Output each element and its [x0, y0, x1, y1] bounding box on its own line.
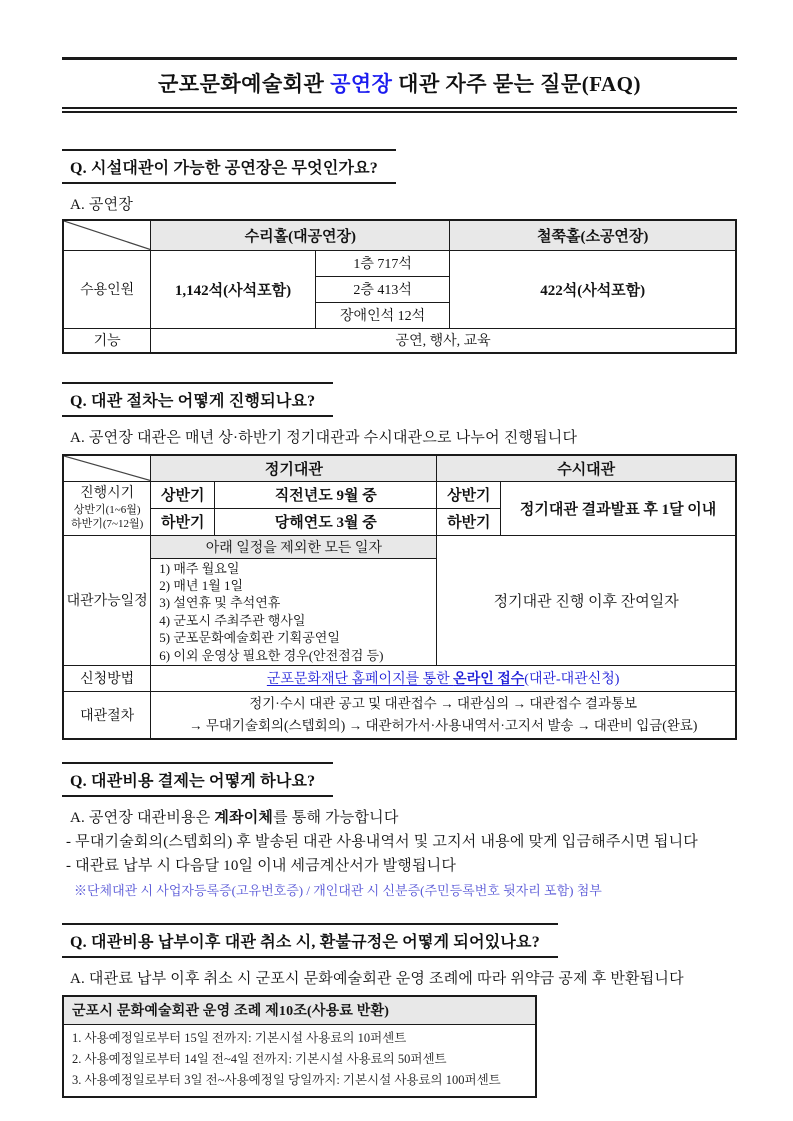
- refund-ordinance-box: [62, 995, 537, 1098]
- section-q4: [62, 923, 737, 1098]
- capacity-row-label: 수용인원: [63, 250, 151, 328]
- apply-method-value: [151, 665, 736, 691]
- excluded-dates-list: [151, 558, 437, 665]
- q2-question-heading: Q. 대관 절차는 어떻게 진행되나요?: [62, 382, 333, 417]
- refund-rules-list: [64, 1025, 535, 1096]
- schedule-label-main: 진행시기: [80, 486, 135, 501]
- function-row-label: 기능: [63, 328, 151, 353]
- homepage-online-link[interactable]: 군포문화재단 홈페이지를 통한 온라인 접수: [266, 672, 525, 688]
- title-prefix: 군포문화예술회관: [158, 72, 331, 96]
- title-suffix: 대관 자주 묻는 질문(FAQ): [392, 72, 641, 96]
- occasional-schedule-value: 정기대관 결과발표 후 1달 이내: [501, 481, 736, 535]
- title-highlight: 공연장: [330, 72, 393, 96]
- table2-corner-cell: [63, 455, 151, 481]
- q3-answer-bold: 계좌이체: [214, 810, 274, 827]
- cheoljjuk-total-seats: 422석(사석포함): [450, 250, 736, 328]
- excluded-date-item: 1) 매주 월요일: [159, 560, 240, 576]
- suri-floor1-seats: 1층 717석: [315, 250, 450, 276]
- regular-first-half-label: 상반기: [151, 481, 215, 508]
- table1-header-suri-hall: 수리홀(대공연장): [151, 220, 450, 250]
- table1-corner-cell: [63, 220, 151, 250]
- excluded-date-item: 2) 매년 1월 1일: [159, 577, 244, 593]
- q4-answer: A. 대관료 납부 이후 취소 시 군포시 문화예술회관 운영 조례에 따라 위약금 공제 후 반환됩니다: [70, 971, 684, 988]
- page-title: [62, 57, 737, 113]
- q3-bullet-1: - 무대기술회의(스텝회의) 후 발송된 대관 사용내역서 및 고지서 내용에 맞게 입금해주시면 됩니다: [66, 834, 698, 851]
- regular-second-half-label: 하반기: [151, 508, 215, 535]
- q3-question-heading: Q. 대관비용 결제는 어떻게 하나요?: [62, 762, 333, 797]
- venue-capacity-table: [62, 219, 737, 354]
- suri-floor2-seats: 2층 413석: [315, 276, 450, 302]
- available-dates-label: 대관가능일정: [63, 535, 151, 665]
- excluded-date-item: 5) 군포문화예술회관 기획공연일: [159, 630, 340, 646]
- refund-rule-item: 1. 사용예정일로부터 15일 전까지: 기본시설 사용료의 10퍼센트: [72, 1031, 407, 1046]
- rental-procedure-table: [62, 454, 737, 740]
- q1-answer: A. 공연장: [70, 197, 134, 213]
- excluded-date-item: 6) 이외 운영상 필요한 경우(안전점검 등): [159, 647, 384, 663]
- occasional-second-half-label: 하반기: [437, 508, 501, 535]
- procedure-line2: → 무대기술회의(스텝회의) → 대관허가서·사용내역서·고지서 발송 → 대관비 입금(완료): [188, 718, 698, 734]
- refund-rule-item: 2. 사용예정일로부터 14일 전~4일 전까지: 기본시설 사용료의 50퍼센트: [72, 1052, 447, 1067]
- section-q3: [62, 762, 737, 899]
- section-q1: [62, 149, 737, 354]
- available-occasional-value: 정기대관 진행 이후 잔여일자: [437, 535, 736, 665]
- refund-rule-item: 3. 사용예정일로부터 3일 전~사용예정일 당일까지: 기본시설 사용료의 100퍼센트: [72, 1073, 501, 1088]
- q3-attachment-note: ※단체대관 시 사업자등록증(고유번호증) / 개인대관 시 신분증(주민등록번호 뒷자리 포함) 첨부: [74, 883, 602, 899]
- regular-first-half-value: 직전년도 9월 중: [215, 481, 437, 508]
- apply-method-label: 신청방법: [63, 665, 151, 691]
- suri-disabled-seats: 장애인석 12석: [315, 302, 450, 328]
- q4-question-heading: Q. 대관비용 납부이후 대관 취소 시, 환불규정은 어떻게 되어있나요?: [62, 923, 558, 958]
- excluded-date-item: 4) 군포시 주최주관 행사일: [159, 612, 306, 628]
- section-q2: [62, 382, 737, 740]
- refund-ordinance-title: 군포시 문화예술회관 운영 조례 제10조(사용료 반환): [64, 997, 535, 1025]
- diagonal-line: [64, 221, 150, 250]
- table1-header-cheoljjuk-hall: 철쭉홀(소공연장): [450, 220, 736, 250]
- function-row-value: 공연, 행사, 교육: [151, 328, 736, 353]
- suri-total-seats: 1,142석(사석포함): [151, 250, 316, 328]
- procedure-row-value: [151, 691, 736, 739]
- regular-second-half-value: 당해연도 3월 중: [215, 508, 437, 535]
- schedule-row-label: [63, 481, 151, 535]
- q3-answer: A. 공연장 대관비용은 계좌이체를 통해 가능합니다: [70, 810, 399, 827]
- diagonal-line: [64, 456, 150, 481]
- q1-question-heading: Q. 시설대관이 가능한 공연장은 무엇인가요?: [62, 149, 396, 184]
- q3-bullet-2: - 대관료 납부 시 다음달 10일 이내 세금계산서가 발행됩니다: [66, 858, 457, 875]
- table2-header-occasional: 수시대관: [437, 455, 736, 481]
- available-dates-header: 아래 일정을 제외한 모든 일자: [151, 535, 437, 558]
- excluded-date-item: 3) 설연휴 및 추석연휴: [159, 595, 281, 611]
- table2-header-regular: 정기대관: [151, 455, 437, 481]
- procedure-line1: 정기·수시 대관 공고 및 대관접수 → 대관심의 → 대관접수 결과통보: [249, 696, 638, 712]
- schedule-label-sub2: 하반기(7~12월): [71, 518, 144, 530]
- q2-answer: A. 공연장 대관은 매년 상·하반기 정기대관과 수시대관으로 나누어 진행됩니다: [70, 430, 578, 446]
- procedure-row-label: 대관절차: [63, 691, 151, 739]
- occasional-first-half-label: 상반기: [437, 481, 501, 508]
- apply-link-suffix: (대관-대관신청): [524, 672, 620, 688]
- schedule-label-sub1: 상반기(1~6월): [73, 504, 141, 516]
